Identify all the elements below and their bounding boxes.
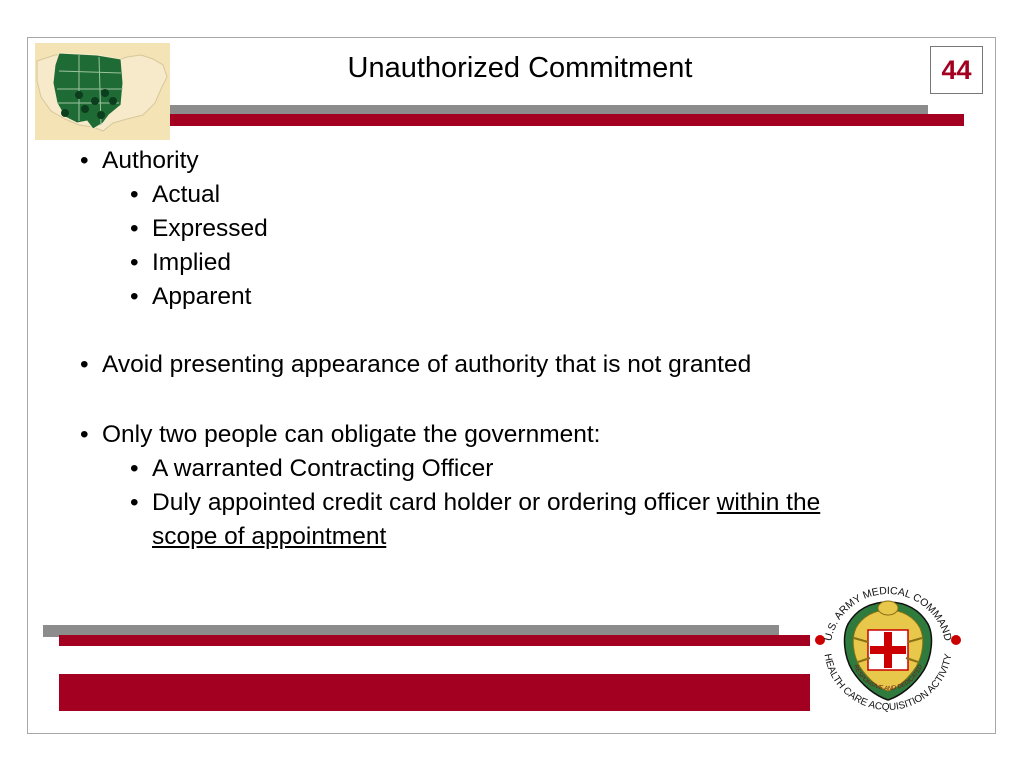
bullet-avoid: • Avoid presenting appearance of authority that is not granted	[80, 351, 752, 378]
bullet-authority: • Authority	[80, 147, 199, 174]
bullet-actual-text: Actual	[152, 181, 221, 208]
bullet-duly-appointed-continued	[152, 523, 386, 551]
bullet-duly-appointed: • Duly appointed credit card holder or ordering officer within the	[130, 489, 821, 516]
bullet-only-two: • Only two people can obligate the government:	[80, 421, 601, 448]
seal-bottom-text: HEALTH CARE ACQUISITION ACTIVITY	[821, 652, 955, 714]
bullet-apparent-text: Apparent	[152, 283, 252, 310]
medcom-seal	[808, 572, 968, 732]
seal-motto: RESPONSIVE AND DEDICATED	[852, 664, 924, 693]
bullet-actual: • Actual	[130, 181, 221, 208]
bullet-expressed: • Expressed	[130, 215, 268, 242]
top-red-bar	[170, 114, 964, 126]
seal-top-text: U.S. ARMY MEDICAL COMMAND	[822, 584, 954, 643]
bullet-apparent: • Apparent	[130, 283, 252, 310]
bullet-expressed-text: Expressed	[152, 215, 268, 242]
bullet-avoid-text: Avoid presenting appearance of authority that is not granted	[102, 351, 752, 378]
bullet-duly-appointed-underlined-b: scope of appointment	[152, 523, 387, 550]
bottom-red-thin-bar	[59, 635, 810, 646]
bullet-only-two-text: Only two people can obligate the government:	[102, 421, 601, 448]
bottom-red-block	[59, 674, 810, 711]
slide-title: Unauthorized Commitment	[347, 52, 693, 84]
bullet-authority-text: Authority	[102, 147, 199, 174]
bullet-warranted-co: • A warranted Contracting Officer	[130, 455, 494, 482]
slide-number: 44	[930, 46, 983, 94]
bullet-warranted-co-text: A warranted Contracting Officer	[152, 455, 494, 482]
bullet-duly-appointed-underlined-a: within the	[716, 489, 821, 516]
bullet-duly-appointed-text: Duly appointed credit card holder or ordering officer	[152, 489, 717, 516]
bullet-implied-text: Implied	[152, 249, 231, 276]
bullet-implied: • Implied	[130, 249, 231, 276]
